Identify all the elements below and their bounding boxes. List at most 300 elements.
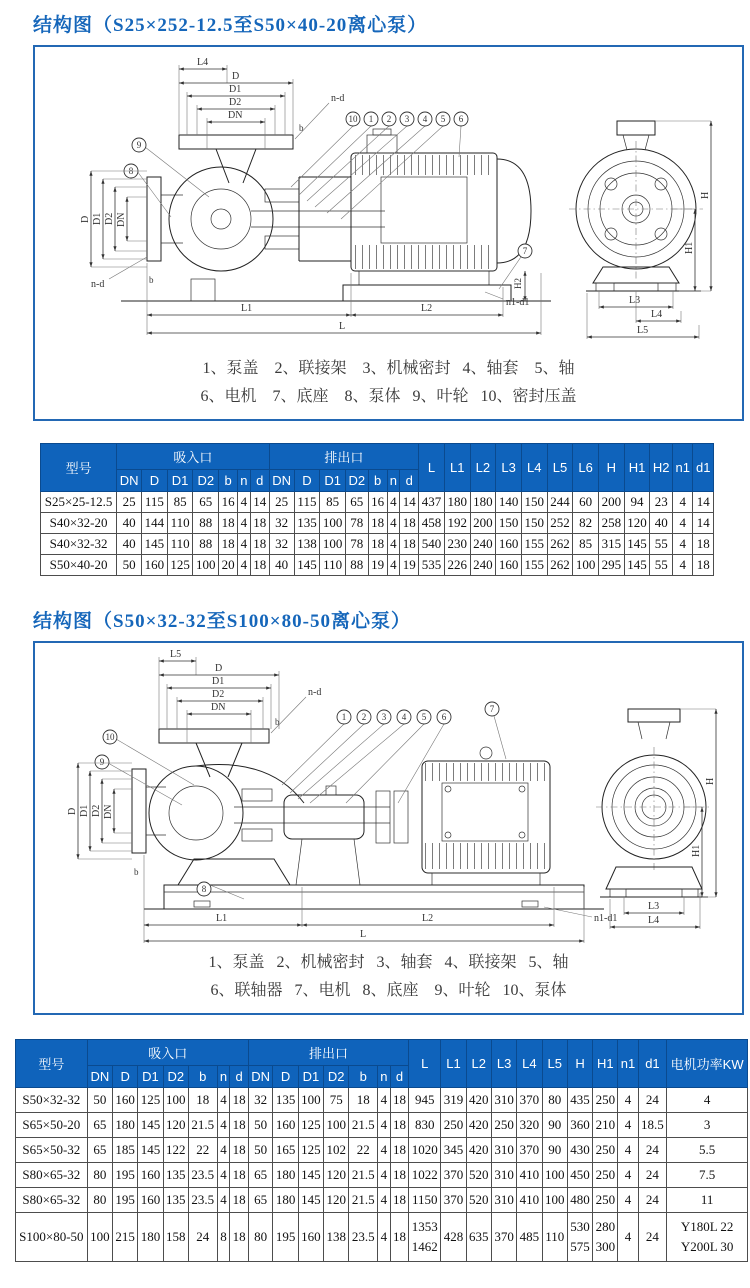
value-cell: 18 (230, 1163, 249, 1188)
column-header: D2 (163, 1066, 188, 1088)
value-cell: 160 (496, 555, 522, 576)
value-cell: 540 (419, 534, 445, 555)
column-header: H (567, 1040, 592, 1088)
column-header: D (142, 470, 168, 492)
value-cell: 125 (167, 555, 193, 576)
svg-text:4: 4 (401, 712, 406, 722)
value-cell: 450 (567, 1163, 592, 1188)
svg-text:b: b (148, 275, 153, 285)
value-cell: 100 (324, 1113, 349, 1138)
value-cell: 140 (496, 492, 522, 513)
value-cell: 370 (441, 1163, 466, 1188)
value-cell: 18 (230, 1188, 249, 1213)
value-cell: 94 (624, 492, 650, 513)
value-cell: 4 (238, 555, 251, 576)
pump-casing (169, 167, 385, 301)
svg-text:D1: D1 (211, 676, 224, 687)
value-cell: 4 (217, 1138, 230, 1163)
svg-text:4: 4 (422, 114, 427, 124)
value-cell: 458 (419, 513, 445, 534)
value-cell: 88 (345, 555, 368, 576)
model-cell: S50×32-32 (16, 1088, 88, 1113)
value-cell: 100 (87, 1213, 112, 1262)
value-cell: 160 (142, 555, 168, 576)
value-cell: 24 (638, 1213, 667, 1262)
svg-text:7: 7 (522, 246, 527, 256)
value-cell: 50 (248, 1138, 273, 1163)
svg-text:L4: L4 (196, 57, 208, 68)
value-cell: 315 (598, 534, 624, 555)
value-cell: 160 (138, 1188, 163, 1213)
column-header: b (368, 470, 387, 492)
value-cell: 18 (250, 555, 269, 576)
value-cell: 100 (163, 1088, 188, 1113)
model-cell: S100×80-50 (16, 1213, 88, 1262)
value-cell: 65 (193, 492, 219, 513)
value-cell: 250 (593, 1163, 618, 1188)
value-cell: 40 (117, 513, 142, 534)
value-cell: 60 (573, 492, 599, 513)
value-cell: 21.5 (349, 1188, 378, 1213)
value-cell: 82 (573, 513, 599, 534)
value-cell: 319 (441, 1088, 466, 1113)
column-header: L1 (441, 1040, 466, 1088)
value-cell: 4 (387, 513, 400, 534)
value-cell: 16 (368, 492, 387, 513)
svg-text:5: 5 (440, 114, 445, 124)
value-cell: 11 (667, 1188, 748, 1213)
value-cell: 160 (138, 1163, 163, 1188)
value-cell: 160 (298, 1213, 323, 1262)
svg-text:D: D (66, 807, 78, 815)
section2-title: 结构图（S50×32-32至S100×80-50离心泵） (33, 611, 411, 632)
value-cell: 65 (345, 492, 368, 513)
column-header: n1 (673, 444, 693, 492)
value-cell: 370 (441, 1188, 466, 1213)
column-header: L6 (573, 444, 599, 492)
value-cell: 85 (320, 492, 346, 513)
value-cell: 4 (378, 1113, 391, 1138)
left-dimension-lines (80, 171, 154, 290)
value-cell: 345 (441, 1138, 466, 1163)
value-cell: 485 (517, 1213, 542, 1262)
value-cell: 195 (113, 1163, 138, 1188)
end-view (596, 709, 712, 897)
column-header: H2 (650, 444, 673, 492)
svg-text:b: b (133, 867, 138, 877)
column-header: b (349, 1066, 378, 1088)
value-cell: 150 (521, 492, 547, 513)
column-header: L5 (547, 444, 573, 492)
svg-text:2: 2 (386, 114, 391, 124)
value-cell: 40 (650, 513, 673, 534)
svg-text:b: b (274, 717, 279, 727)
column-header: 型号 (41, 444, 117, 492)
section1-title: 结构图（S25×252-12.5至S50×40-20离心泵） (33, 15, 428, 36)
value-cell: 4 (673, 534, 693, 555)
value-cell: 18 (400, 513, 419, 534)
svg-text:D: D (214, 663, 222, 674)
value-cell: 4 (387, 492, 400, 513)
column-header: DN (269, 470, 294, 492)
value-cell: 100 (542, 1163, 567, 1188)
value-cell: 135 (163, 1188, 188, 1213)
value-cell: 4 (217, 1163, 230, 1188)
value-cell: 520 (466, 1163, 491, 1188)
value-cell: 100 (320, 534, 346, 555)
value-cell: 435 (567, 1088, 592, 1113)
value-cell: 40 (269, 555, 294, 576)
value-cell: 8 (217, 1213, 230, 1262)
svg-text:8: 8 (128, 166, 133, 176)
column-header: L4 (517, 1040, 542, 1088)
value-cell: 18 (230, 1088, 249, 1113)
svg-text:5: 5 (421, 712, 426, 722)
svg-text:L4: L4 (647, 915, 659, 926)
value-cell: 19 (368, 555, 387, 576)
svg-text:D1: D1 (78, 804, 90, 817)
dimension-table-1 (40, 443, 714, 576)
value-cell: 195 (113, 1188, 138, 1213)
column-header: L3 (496, 444, 522, 492)
value-cell: 4 (387, 555, 400, 576)
value-cell: 80 (87, 1163, 112, 1188)
value-cell: 370 (491, 1213, 516, 1262)
value-cell: 310 (491, 1163, 516, 1188)
column-header: n (238, 470, 251, 492)
value-cell: 180 (273, 1188, 298, 1213)
value-cell: 7.5 (667, 1163, 748, 1188)
value-cell: 125 (138, 1088, 163, 1113)
value-cell: 155 (521, 534, 547, 555)
value-cell: 90 (542, 1138, 567, 1163)
value-cell: 65 (87, 1138, 112, 1163)
value-cell: 18 (230, 1138, 249, 1163)
value-cell: 120 (324, 1188, 349, 1213)
value-cell: 80 (248, 1213, 273, 1262)
value-cell: 22 (188, 1138, 217, 1163)
svg-text:L1: L1 (240, 303, 252, 314)
value-cell: 85 (167, 492, 193, 513)
value-cell: 18 (230, 1213, 249, 1262)
column-header: L4 (521, 444, 547, 492)
value-cell: 420 (466, 1138, 491, 1163)
svg-text:DN: DN (115, 212, 127, 227)
callout-balloons (95, 702, 506, 899)
value-cell: Y180L 22 Y200L 30 (667, 1213, 748, 1262)
column-header: D1 (298, 1066, 323, 1088)
value-cell: 125 (298, 1138, 323, 1163)
value-cell: 25 (269, 492, 294, 513)
value-cell: 1353 1462 (409, 1213, 441, 1262)
svg-text:H2: H2 (512, 278, 523, 289)
value-cell: 180 (470, 492, 496, 513)
bottom-dimension-lines (147, 263, 541, 335)
value-cell: 145 (298, 1163, 323, 1188)
svg-text:L: L (359, 929, 366, 940)
value-cell: 4 (238, 492, 251, 513)
value-cell: 23.5 (188, 1163, 217, 1188)
value-cell: 24 (638, 1163, 667, 1188)
value-cell: 18 (390, 1088, 409, 1113)
value-cell: 4 (387, 534, 400, 555)
baseplate (144, 885, 604, 909)
value-cell: 145 (138, 1113, 163, 1138)
value-cell: 250 (491, 1113, 516, 1138)
value-cell: 80 (542, 1088, 567, 1113)
value-cell: 250 (593, 1088, 618, 1113)
value-cell: 19 (400, 555, 419, 576)
svg-text:6: 6 (458, 114, 463, 124)
figure1-box (33, 45, 744, 421)
value-cell: 280 300 (593, 1213, 618, 1262)
value-cell: 25 (117, 492, 142, 513)
value-cell: 420 (466, 1088, 491, 1113)
motor (422, 747, 550, 885)
value-cell: 200 (470, 513, 496, 534)
value-cell: 55 (650, 534, 673, 555)
column-header: DN (87, 1066, 112, 1088)
svg-text:H: H (704, 777, 716, 785)
column-header: d (390, 1066, 409, 1088)
value-cell: 150 (521, 513, 547, 534)
value-cell: 158 (163, 1213, 188, 1262)
value-cell: 3 (667, 1113, 748, 1138)
column-header: 吸入口 (117, 444, 270, 470)
column-header: D2 (345, 470, 368, 492)
svg-text:L5: L5 (636, 325, 648, 336)
value-cell: 370 (517, 1088, 542, 1113)
svg-text:D1: D1 (91, 212, 103, 225)
value-cell: 530 575 (567, 1213, 592, 1262)
value-cell: 4 (673, 555, 693, 576)
value-cell: 18 (188, 1088, 217, 1113)
column-header: b (188, 1066, 217, 1088)
figure2-box (33, 641, 744, 1015)
value-cell: 24 (188, 1213, 217, 1262)
table-row (16, 1213, 748, 1262)
svg-text:L2: L2 (420, 303, 432, 314)
column-header: H (598, 444, 624, 492)
value-cell: 100 (573, 555, 599, 576)
svg-text:6: 6 (441, 712, 446, 722)
pump-drawing-coupled (44, 645, 734, 949)
model-cell: S25×25-12.5 (41, 492, 117, 513)
column-header: L1 (444, 444, 470, 492)
value-cell: 160 (273, 1113, 298, 1138)
figure1-caption-line2: 6、电机 7、底座 8、泵体 9、叶轮 10、密封压盖 (200, 388, 577, 405)
value-cell: 100 (320, 513, 346, 534)
value-cell: 145 (298, 1188, 323, 1213)
column-header: DN (248, 1066, 273, 1088)
value-cell: 244 (547, 492, 573, 513)
value-cell: 195 (273, 1213, 298, 1262)
value-cell: 160 (496, 534, 522, 555)
value-cell: 520 (466, 1188, 491, 1213)
value-cell: 4 (217, 1088, 230, 1113)
column-header: 吸入口 (87, 1040, 248, 1066)
dimension-table-2 (15, 1039, 748, 1262)
value-cell: 250 (593, 1188, 618, 1213)
column-header: n1 (618, 1040, 638, 1088)
svg-text:D: D (79, 215, 91, 223)
svg-text:n1-d1: n1-d1 (505, 297, 529, 308)
value-cell: 115 (294, 492, 320, 513)
value-cell: 135 (294, 513, 320, 534)
svg-text:D2: D2 (228, 97, 241, 108)
svg-text:10: 10 (105, 732, 114, 742)
value-cell: 226 (444, 555, 470, 576)
value-cell: 88 (193, 534, 219, 555)
value-cell: 18 (390, 1163, 409, 1188)
end-view (569, 121, 703, 291)
value-cell: 370 (517, 1138, 542, 1163)
svg-text:DN: DN (227, 110, 242, 121)
column-header: b (219, 470, 238, 492)
value-cell: 420 (466, 1113, 491, 1138)
value-cell: 50 (87, 1088, 112, 1113)
column-header: 电机功率KW (667, 1040, 748, 1088)
value-cell: 22 (349, 1138, 378, 1163)
value-cell: 120 (163, 1113, 188, 1138)
value-cell: 18 (230, 1113, 249, 1138)
figure1-caption-line1: 1、泵盖 2、联接架 3、机械密封 4、轴套 5、轴 (202, 360, 575, 377)
column-header: D1 (320, 470, 346, 492)
svg-text:D2: D2 (103, 212, 115, 225)
value-cell: 430 (567, 1138, 592, 1163)
value-cell: 85 (573, 534, 599, 555)
value-cell: 88 (193, 513, 219, 534)
column-header: n (378, 1066, 391, 1088)
value-cell: 1150 (409, 1188, 441, 1213)
value-cell: 135 (273, 1088, 298, 1113)
value-cell: 437 (419, 492, 445, 513)
svg-text:DN: DN (102, 804, 114, 819)
value-cell: 120 (624, 513, 650, 534)
value-cell: 4 (618, 1113, 638, 1138)
value-cell: 144 (142, 513, 168, 534)
value-cell: 145 (294, 555, 320, 576)
value-cell: 1020 (409, 1138, 441, 1163)
svg-text:7: 7 (489, 704, 494, 714)
value-cell: 65 (248, 1188, 273, 1213)
table-row (16, 1138, 748, 1163)
value-cell: 135 (163, 1163, 188, 1188)
value-cell: 32 (269, 534, 294, 555)
svg-text:D2: D2 (90, 804, 102, 817)
value-cell: 185 (113, 1138, 138, 1163)
value-cell: 180 (138, 1213, 163, 1262)
value-cell: 150 (496, 513, 522, 534)
svg-text:1: 1 (368, 114, 373, 124)
value-cell: 75 (324, 1088, 349, 1113)
value-cell: 192 (444, 513, 470, 534)
bearing-frame (284, 786, 364, 885)
value-cell: 120 (324, 1163, 349, 1188)
value-cell: 40 (117, 534, 142, 555)
value-cell: 4 (378, 1188, 391, 1213)
svg-text:8: 8 (201, 884, 206, 894)
value-cell: 4 (667, 1088, 748, 1113)
value-cell: 110 (167, 534, 193, 555)
value-cell: 480 (567, 1188, 592, 1213)
table-row (16, 1088, 748, 1113)
value-cell: 635 (466, 1213, 491, 1262)
column-header: DN (117, 470, 142, 492)
value-cell: 240 (470, 555, 496, 576)
value-cell: 14 (693, 513, 714, 534)
value-cell: 50 (117, 555, 142, 576)
column-header: D1 (167, 470, 193, 492)
value-cell: 23.5 (188, 1188, 217, 1213)
value-cell: 310 (491, 1088, 516, 1113)
value-cell: 262 (547, 555, 573, 576)
svg-text:9: 9 (99, 757, 104, 767)
value-cell: 145 (624, 555, 650, 576)
value-cell: 14 (693, 492, 714, 513)
table-row (41, 513, 714, 534)
svg-text:L5: L5 (169, 649, 181, 660)
svg-text:3: 3 (404, 114, 409, 124)
svg-text:9: 9 (136, 140, 141, 150)
value-cell: 14 (250, 492, 269, 513)
svg-text:L3: L3 (628, 295, 640, 306)
value-cell: 145 (142, 534, 168, 555)
column-header: D (113, 1066, 138, 1088)
value-cell: 5.5 (667, 1138, 748, 1163)
svg-text:L2: L2 (421, 913, 433, 924)
value-cell: 138 (324, 1213, 349, 1262)
value-cell: 4 (618, 1138, 638, 1163)
value-cell: 24 (638, 1088, 667, 1113)
column-header: H1 (624, 444, 650, 492)
value-cell: 90 (542, 1113, 567, 1138)
value-cell: 24 (638, 1188, 667, 1213)
figure2-caption-line2: 6、联轴器 7、电机 8、底座 9、叶轮 10、泵体 (210, 982, 567, 999)
value-cell: 258 (598, 513, 624, 534)
value-cell: 78 (345, 534, 368, 555)
svg-text:n-d: n-d (90, 279, 104, 290)
model-cell: S65×50-32 (16, 1138, 88, 1163)
value-cell: 18 (390, 1213, 409, 1262)
value-cell: 24 (638, 1138, 667, 1163)
value-cell: 4 (217, 1188, 230, 1213)
value-cell: 250 (441, 1113, 466, 1138)
value-cell: 250 (593, 1138, 618, 1163)
column-header: D (294, 470, 320, 492)
value-cell: 18 (693, 534, 714, 555)
value-cell: 14 (400, 492, 419, 513)
value-cell: 945 (409, 1088, 441, 1113)
value-cell: 138 (294, 534, 320, 555)
value-cell: 252 (547, 513, 573, 534)
value-cell: 240 (470, 534, 496, 555)
svg-text:D2: D2 (211, 689, 224, 700)
model-cell: S80×65-32 (16, 1163, 88, 1188)
column-header: d1 (693, 444, 714, 492)
value-cell: 4 (378, 1138, 391, 1163)
value-cell: 310 (491, 1138, 516, 1163)
figure2-caption (35, 949, 742, 1005)
value-cell: 262 (547, 534, 573, 555)
left-dimension-lines (67, 763, 139, 877)
value-cell: 215 (113, 1213, 138, 1262)
value-cell: 18 (390, 1188, 409, 1213)
value-cell: 200 (598, 492, 624, 513)
value-cell: 20 (219, 555, 238, 576)
value-cell: 1022 (409, 1163, 441, 1188)
column-header: d1 (638, 1040, 667, 1088)
